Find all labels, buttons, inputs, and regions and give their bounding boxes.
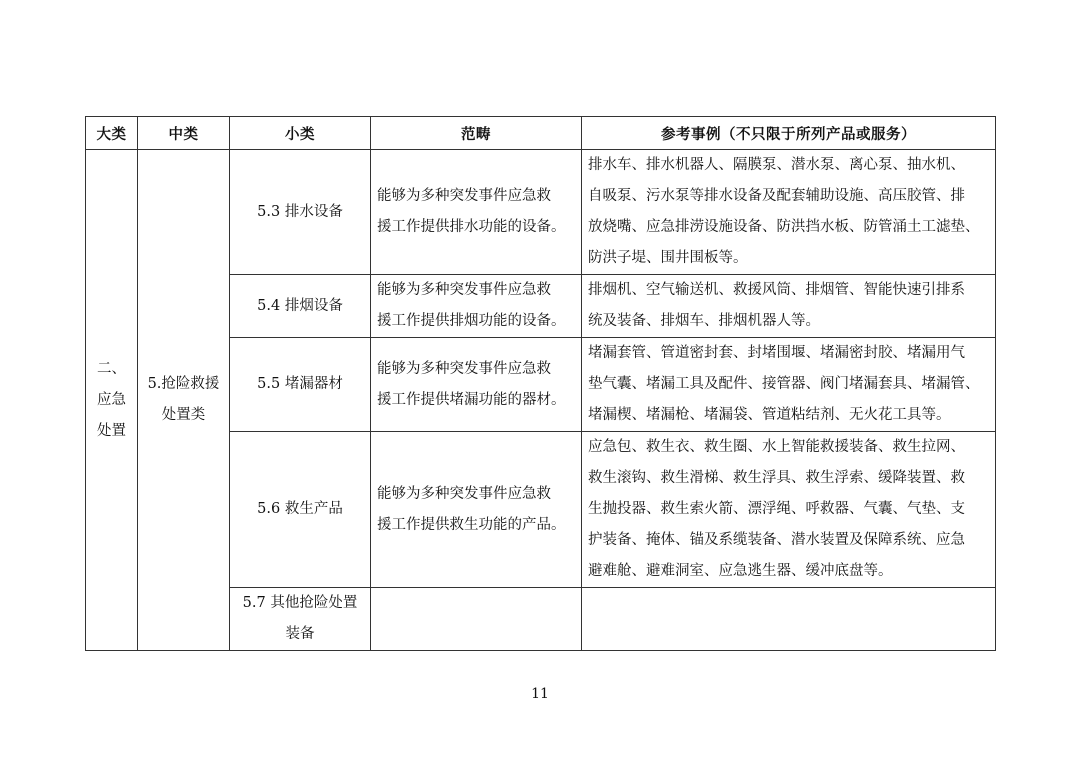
- examples-text: 避难舱、避难洞室、应急逃生器、缓冲底盘等。: [588, 563, 893, 579]
- examples-text: 应急包、救生衣、救生圈、水上智能救援装备、救生拉网、: [588, 439, 965, 455]
- header-row: [86, 117, 996, 150]
- major-category-text: 二、: [97, 360, 126, 377]
- examples-text: 放烧嘴、应急排涝设施设备、防洪挡水板、防管涌土工滤垫、: [588, 219, 980, 235]
- scope-cell: [371, 338, 582, 432]
- sub-category-cell: 5.5 堵漏器材: [230, 338, 371, 432]
- sub-category-cell: 5.4 排烟设备: [230, 275, 371, 338]
- sub-category-cell: 5.3 排水设备: [230, 150, 371, 275]
- scope-text: 能够为多种突发事件应急救: [377, 282, 551, 298]
- examples-cell: [582, 338, 996, 432]
- category-table: [85, 116, 996, 651]
- scope-cell: [371, 150, 582, 275]
- examples-text: 堵漏套管、管道密封套、封堵围堰、堵漏密封胶、堵漏用气: [588, 345, 965, 361]
- scope-text: 援工作提供救生功能的产品。: [377, 516, 566, 533]
- examples-text: 垫气囊、堵漏工具及配件、接管器、阀门堵漏套具、堵漏管、: [588, 376, 980, 392]
- sub-category-text: 5.7 其他抢险处置: [242, 595, 358, 611]
- sub-category-cell: 5.6 救生产品: [230, 432, 371, 588]
- major-category-cell: [86, 150, 138, 651]
- table-row: [86, 150, 996, 275]
- examples-text: 统及装备、排烟车、排烟机器人等。: [588, 313, 820, 329]
- scope-text: 援工作提供排水功能的设备。: [377, 219, 566, 235]
- examples-text: 自吸泵、污水泵等排水设备及配套辅助设施、高压胶管、排: [588, 188, 965, 204]
- mid-category-text: 5.抢险救援: [147, 376, 220, 392]
- scope-cell: [371, 275, 582, 338]
- page-number: 11: [531, 686, 549, 702]
- scope-text: 能够为多种突发事件应急救: [377, 485, 551, 502]
- examples-text: 生抛投器、救生索火箭、漂浮绳、呼救器、气囊、气垫、支: [588, 501, 965, 517]
- mid-category-cell: [138, 150, 230, 651]
- examples-text: 堵漏楔、堵漏枪、堵漏袋、管道粘结剂、无火花工具等。: [588, 407, 951, 423]
- scope-text: 援工作提供堵漏功能的器材。: [377, 391, 566, 408]
- examples-text: 救生滚钩、救生滑梯、救生浮具、救生浮索、缓降装置、救: [588, 470, 965, 486]
- examples-cell: [582, 432, 996, 588]
- scope-text: 援工作提供排烟功能的设备。: [377, 313, 566, 329]
- examples-cell: [582, 588, 996, 651]
- mid-category-text: 处置类: [161, 407, 206, 423]
- examples-text: 防洪子堤、围井围板等。: [588, 250, 748, 266]
- examples-text: 排烟机、空气输送机、救援风筒、排烟管、智能快速引排系: [588, 282, 965, 298]
- scope-cell: [371, 588, 582, 651]
- examples-cell: [582, 150, 996, 275]
- major-category-text: 应急: [97, 391, 126, 408]
- header-sub-category: 小类: [230, 117, 371, 150]
- examples-text: 护装备、掩体、锚及系缆装备、潜水装置及保障系统、应急: [588, 532, 965, 548]
- scope-cell: [371, 432, 582, 588]
- major-category-text: 处置: [97, 422, 126, 439]
- scope-text: 能够为多种突发事件应急救: [377, 360, 551, 377]
- header-mid-category: 中类: [138, 117, 230, 150]
- header-scope: 范畴: [371, 117, 582, 150]
- examples-cell: [582, 275, 996, 338]
- scope-text: 能够为多种突发事件应急救: [377, 188, 551, 204]
- sub-category-cell: [230, 588, 371, 651]
- header-major-category: 大类: [86, 117, 138, 150]
- examples-text: 排水车、排水机器人、隔膜泵、潜水泵、离心泵、抽水机、: [588, 157, 965, 173]
- header-examples: 参考事例（不只限于所列产品或服务）: [582, 117, 996, 150]
- sub-category-text: 装备: [285, 626, 315, 642]
